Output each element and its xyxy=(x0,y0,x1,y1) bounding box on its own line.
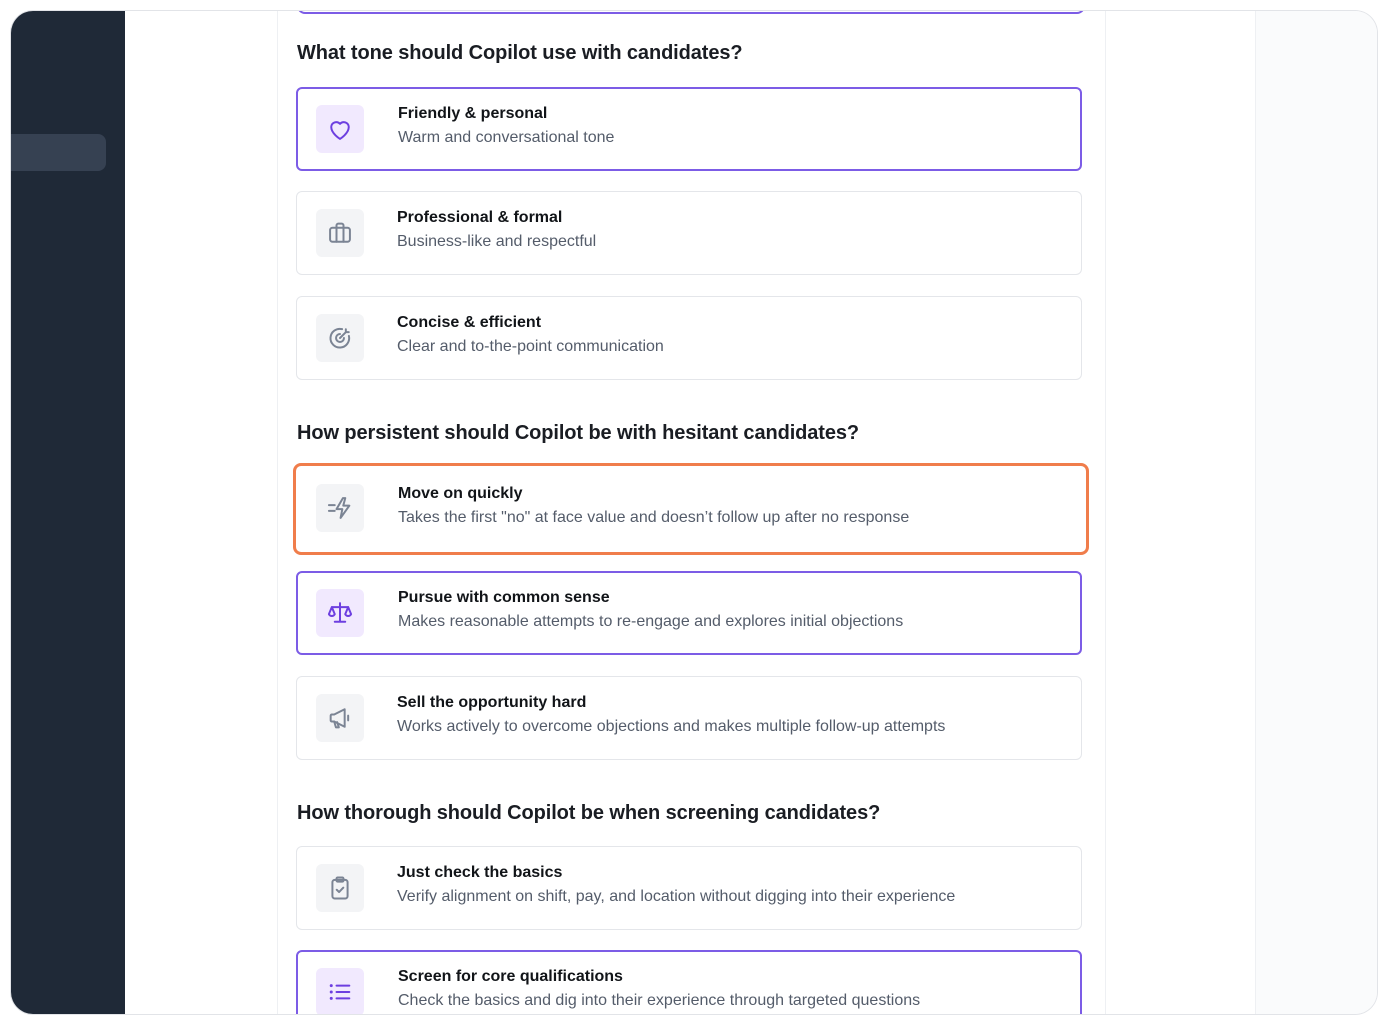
option-title: Friendly & personal xyxy=(398,105,548,122)
right-panel xyxy=(1255,11,1377,1014)
option-title: Sell the opportunity hard xyxy=(397,694,587,711)
option-title: Pursue with common sense xyxy=(398,589,610,606)
option-professional-formal[interactable] xyxy=(296,191,1082,275)
fast-zap-icon xyxy=(316,484,364,532)
heart-icon xyxy=(316,105,364,153)
list-icon xyxy=(316,968,364,1014)
option-title: Concise & efficient xyxy=(397,314,542,331)
option-friendly-personal[interactable] xyxy=(296,87,1082,171)
scale-icon xyxy=(316,589,364,637)
option-description: Warm and conversational tone xyxy=(398,129,615,146)
option-pursue-common-sense[interactable] xyxy=(296,571,1082,655)
thoroughness-question: How thorough should Copilot be when screening candidates? xyxy=(297,802,881,824)
option-description: Business-like and respectful xyxy=(397,233,597,250)
target-icon xyxy=(316,314,364,362)
option-sell-opportunity-hard[interactable] xyxy=(296,676,1082,760)
option-description: Verify alignment on shift, pay, and location without digging into their experience xyxy=(397,888,956,905)
option-move-on-quickly[interactable] xyxy=(293,463,1089,555)
option-just-check-basics[interactable] xyxy=(296,846,1082,930)
option-description: Makes reasonable attempts to re-engage and explores initial objections xyxy=(398,613,904,630)
briefcase-icon xyxy=(316,209,364,257)
option-concise-efficient[interactable] xyxy=(296,296,1082,380)
option-description: Works actively to overcome objections and makes multiple follow-up attempts xyxy=(397,718,946,735)
app-window xyxy=(11,11,1377,1014)
option-description: Clear and to-the-point communication xyxy=(397,338,664,355)
option-description: Check the basics and dig into their experience through targeted questions xyxy=(398,992,921,1009)
tone-question: What tone should Copilot use with candidates? xyxy=(297,42,743,64)
sidebar-active-item[interactable] xyxy=(11,134,106,171)
previous-option-card-edge[interactable] xyxy=(297,11,1085,14)
option-description: Takes the first "no" at face value and doesn’t follow up after no response xyxy=(398,509,910,526)
megaphone-icon xyxy=(316,694,364,742)
option-title: Move on quickly xyxy=(398,485,523,502)
option-title: Professional & formal xyxy=(397,209,563,226)
option-screen-core-qualifications[interactable] xyxy=(296,950,1082,1014)
option-title: Just check the basics xyxy=(397,864,563,881)
sidebar xyxy=(11,11,125,1014)
option-title: Screen for core qualifications xyxy=(398,968,623,985)
clipboard-check-icon xyxy=(316,864,364,912)
persistence-question: How persistent should Copilot be with hesitant candidates? xyxy=(297,422,860,444)
